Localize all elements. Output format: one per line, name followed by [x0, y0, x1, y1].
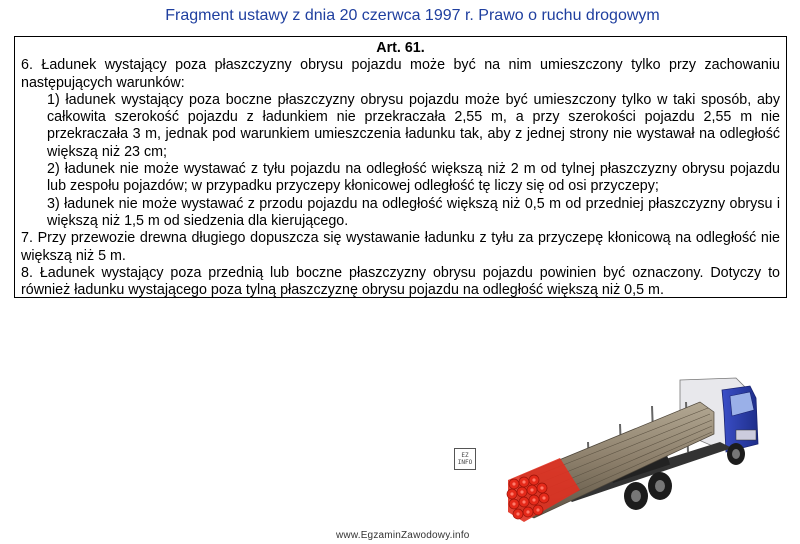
document-title: Fragment ustawy z dnia 20 czerwca 1997 r. Prawo o ruchu drogowym: [165, 7, 660, 24]
paragraph-7: 7. Przy przewozie drewna długiego dopuszcza się wystawanie ładunku z tyłu za przyczepę kłonicową na odległość nie większą niż 5 m.: [21, 230, 780, 264]
article-heading: Art. 61.: [376, 40, 425, 56]
watermark-badge-icon: [454, 448, 476, 470]
watermark-badge-top: EZ: [461, 452, 469, 459]
watermark-badge-bottom: INFO: [457, 459, 473, 466]
paragraph-8: 8. Ładunek wystający poza przednią lub boczne płaszczyzny obrysu pojazdu powinien być oznaczony. Dotyczy to również ładunku wystającego poza tylną płaszczyznę obrysu pojazdu na odległość większą niż 0,5 m.: [21, 264, 780, 299]
watermark-url: www.EgzaminZawodowy.info: [336, 530, 470, 541]
article-box: [14, 36, 787, 298]
paragraph-6-point-3: 3) ładunek nie może wystawać z przodu pojazdu na odległość większą niż 0,5 m od przedniej płaszczyzny obrysu i większą niż 1,5 m od siedzenia dla kierującego.: [47, 195, 780, 229]
paragraph-6-point-2: 2) ładunek nie może wystawać z tyłu pojazdu na odległość większą niż 2 m od tylnej płaszczyzny obrysu pojazdu lub zespołu pojazdów; w przypadku przyczepy kłonicowej odległość tę liczy się od osi przyczepy;: [47, 161, 780, 195]
paragraph-6-point-1: 1) ładunek wystający poza boczne płaszczyzny obrysu pojazdu może być umieszczony tylko w taki sposób, aby całkowita szerokość pojazdu z ładunkiem nie przekraczała 2,55 m, a przy szerokości pojazdu 2,55 m nie przekraczała 3 m, jednak pod warunkiem umieszczenia ładunku tak, aby z jednej strony nie wystawał na odległość większą niż 23 cm;: [47, 91, 780, 160]
paragraph-6: 6. Ładunek wystający poza płaszczyzny obrysu pojazdu może być na nim umieszczony tylko przy zachowaniu następujących warunków:: [21, 57, 780, 91]
log-truck-illustration: [500, 372, 796, 532]
